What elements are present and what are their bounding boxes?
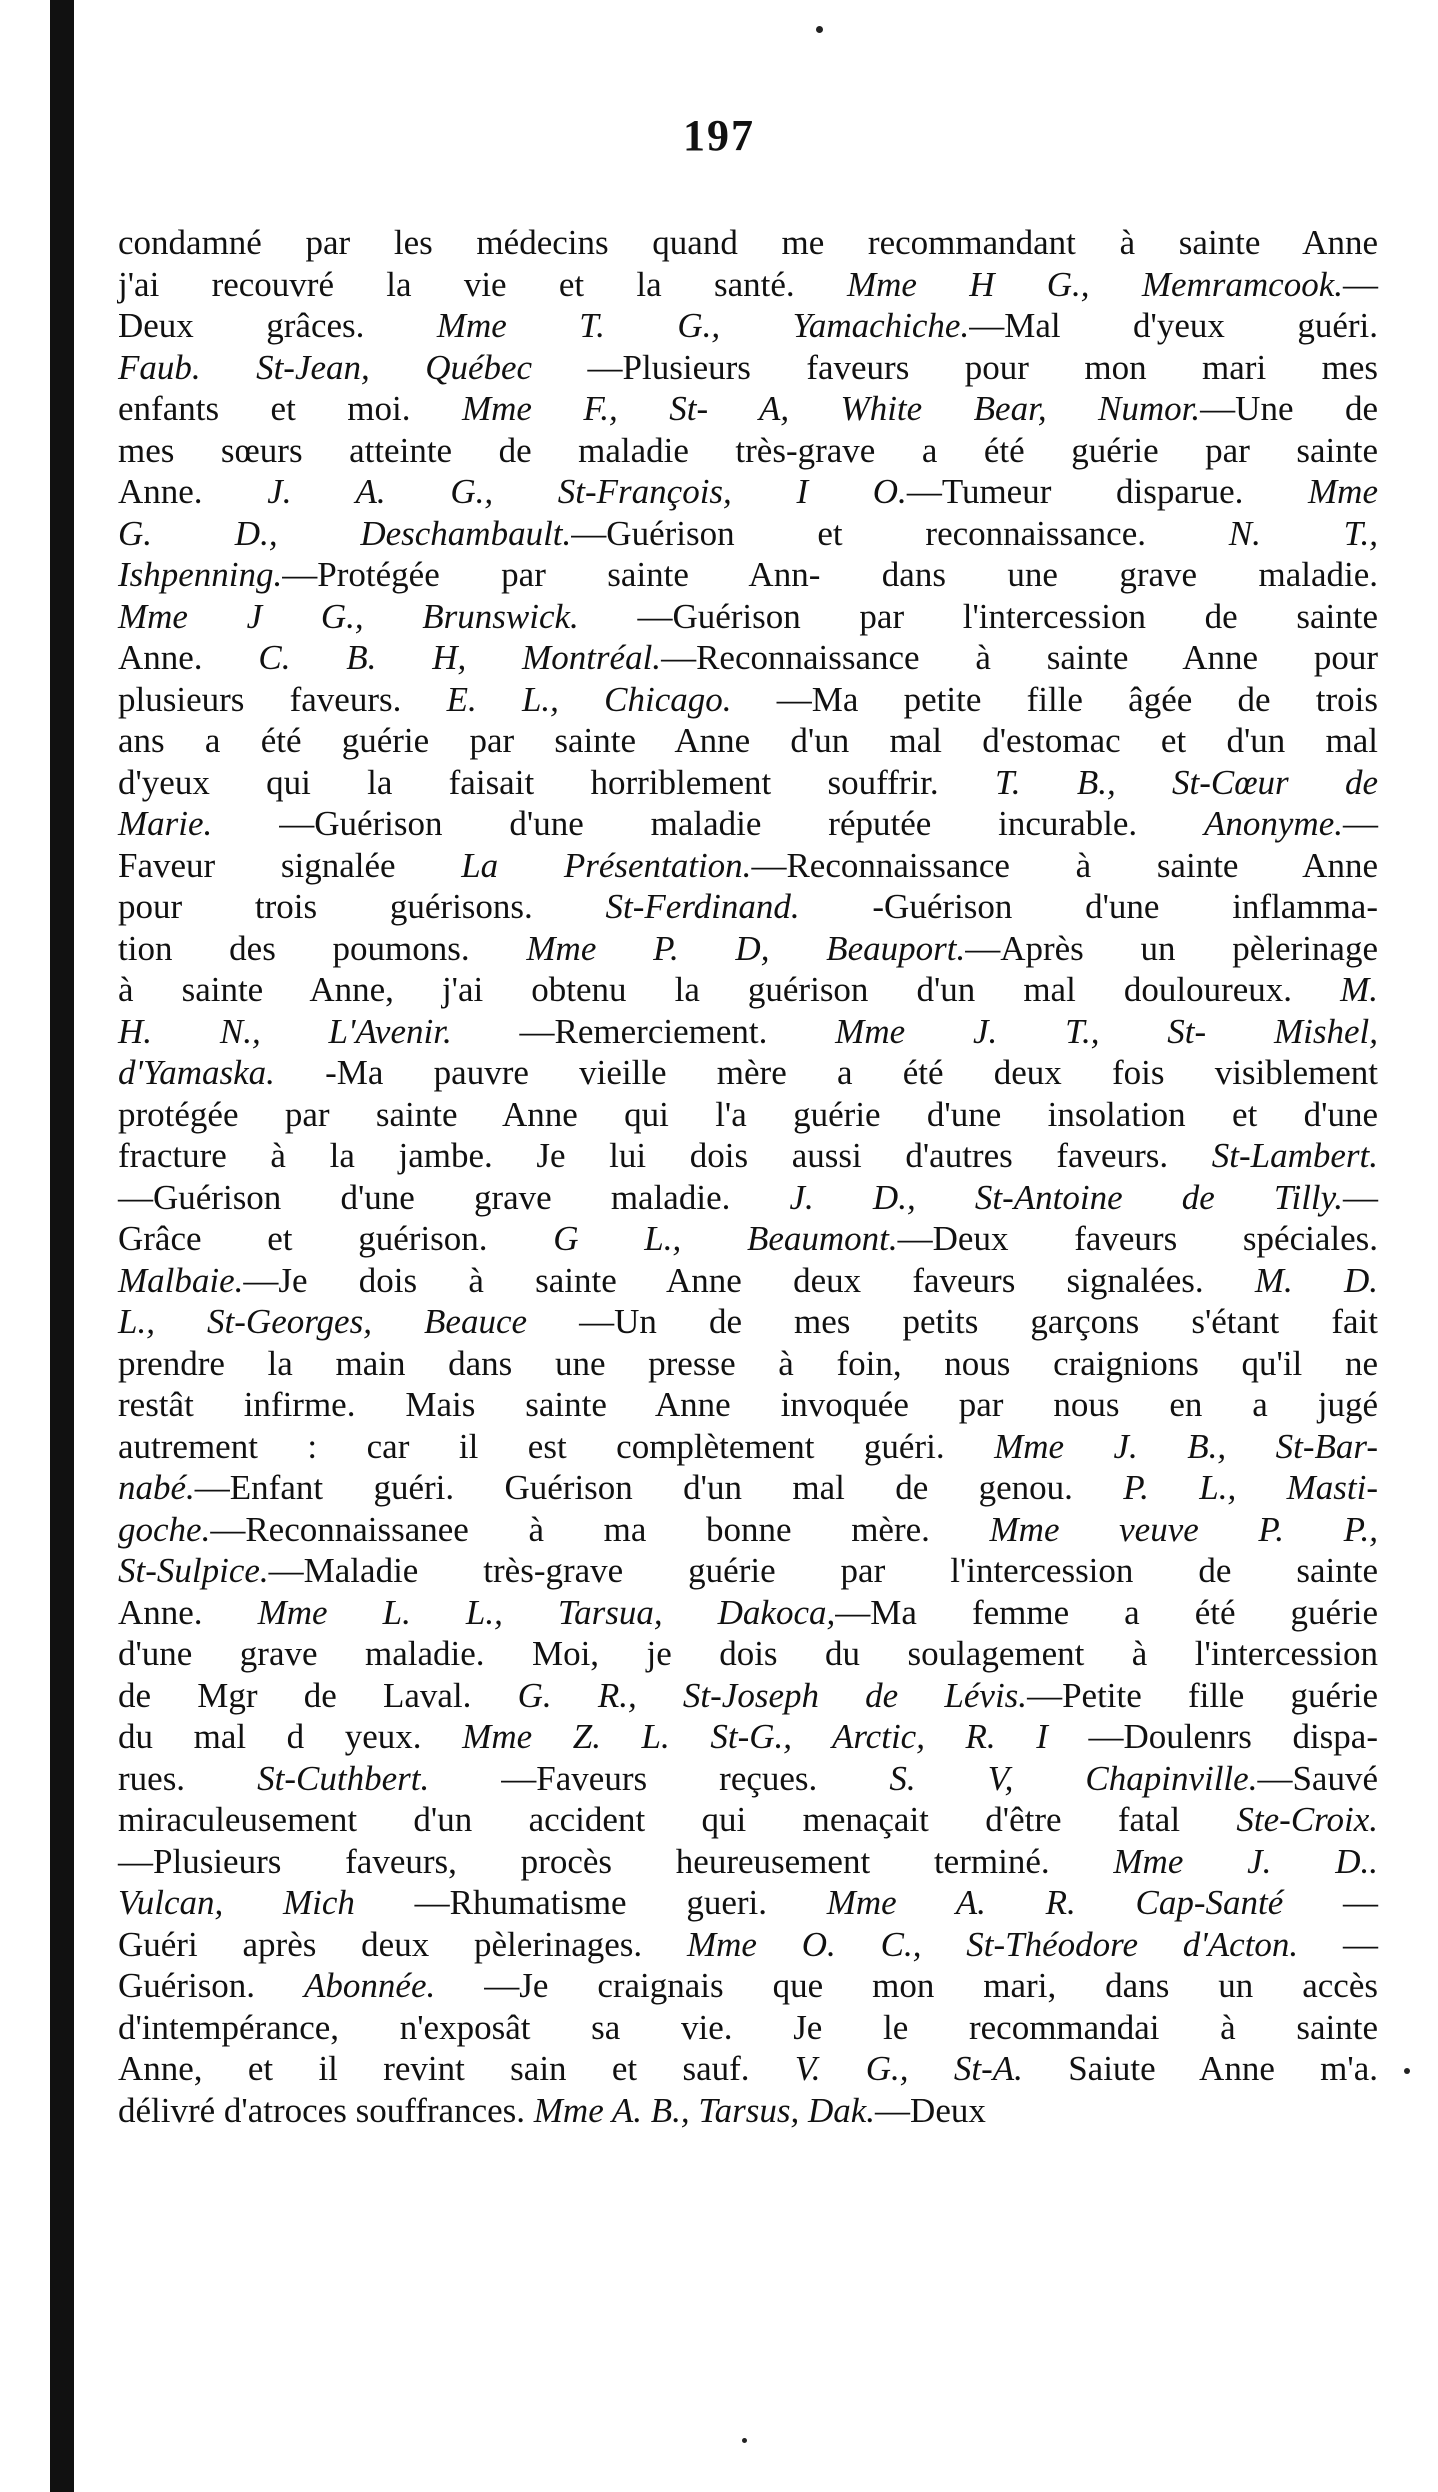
italic-name-segment: Ste-Croix. <box>1236 1800 1378 1839</box>
italic-name-segment: nabé. <box>118 1468 195 1507</box>
text-line <box>118 596 1378 638</box>
italic-name-segment: L., St-Georges, Beauce <box>118 1302 528 1341</box>
text-line <box>118 1260 1378 1302</box>
text-segment: d'yeux qui la faisait horriblement souffrir. <box>118 762 995 802</box>
text-line <box>118 1965 1378 2007</box>
text-line <box>118 1550 1378 1592</box>
text-segment: —Tumeur disparue. <box>906 472 1309 511</box>
text-line <box>118 1135 1378 1177</box>
italic-name-segment: M. D. <box>1254 1260 1378 1300</box>
text-segment: —Guérison par l'intercession de sainte <box>578 596 1378 636</box>
text-line <box>118 1052 1378 1094</box>
text-segment: — <box>1343 264 1379 304</box>
text-segment: — <box>1298 1924 1379 1964</box>
italic-name-segment: d'Yamaska. <box>118 1053 275 1092</box>
text-segment: Anne. <box>118 472 268 511</box>
text-segment: — <box>1283 1883 1378 1922</box>
text-line <box>118 1509 1378 1551</box>
text-segment: Grâce et guérison. <box>118 1219 554 1258</box>
text-line <box>118 471 1378 513</box>
text-line <box>118 845 1378 887</box>
text-segment: -Guérison d'une inflamma- <box>799 887 1378 926</box>
text-segment: —Après un pèlerinage <box>965 928 1378 968</box>
text-segment: de Mgr de Laval. <box>118 1675 518 1715</box>
text-segment: —Plusieurs faveurs pour mon mari mes <box>532 347 1378 387</box>
italic-name-segment: St-Ferdinand. <box>605 887 800 926</box>
italic-name-segment: Mme A. R. Cap-Santé <box>826 1883 1284 1922</box>
text-segment: —Deux faveurs spéciales. <box>897 1219 1379 1258</box>
text-segment: —Rhumatisme gueri. <box>354 1883 827 1922</box>
italic-name-segment: J. A. G., St-François, I O. <box>267 472 907 511</box>
text-segment: Anne, et il revint sain et sauf. <box>118 2049 795 2088</box>
text-line <box>118 803 1378 845</box>
text-segment: —Protégée par sainte Ann- dans une grave maladie. <box>282 555 1378 594</box>
text-segment: — <box>1343 804 1378 843</box>
page-binding-edge <box>50 0 74 2492</box>
ink-speck <box>816 26 823 33</box>
text-line <box>118 1799 1378 1841</box>
text-line <box>118 886 1378 928</box>
text-line <box>118 1633 1378 1675</box>
text-segment: miraculeusement d'un accident qui menaçait d'être fatal <box>118 1800 1237 1839</box>
text-segment: —Faveurs reçues. <box>429 1758 890 1798</box>
italic-name-segment: G. D., Deschambault. <box>118 513 572 553</box>
text-line <box>118 305 1378 347</box>
text-segment: —Je dois à sainte Anne deux faveurs signalées. <box>243 1260 1255 1300</box>
text-segment: restât infirme. Mais sainte Anne invoquée par nous en a jugé <box>118 1385 1378 1424</box>
text-segment: —Mal d'yeux guéri. <box>969 306 1378 345</box>
text-line <box>118 264 1378 306</box>
text-line <box>118 222 1378 264</box>
text-line <box>118 2007 1378 2049</box>
ink-speck <box>742 2438 747 2443</box>
text-segment: délivré d'atroces souffrances. <box>118 2090 534 2130</box>
text-segment: —Reconnaissance à sainte Anne pour <box>661 638 1379 677</box>
italic-name-segment: G L., Beaumont. <box>553 1219 898 1258</box>
text-segment: rues. <box>118 1758 258 1798</box>
text-segment: Guéri après deux pèlerinages. <box>118 1924 687 1964</box>
text-line <box>118 1592 1378 1634</box>
text-segment: Deux grâces. <box>118 306 437 345</box>
italic-name-segment: J. D., St-Antoine de Tilly. <box>789 1177 1343 1217</box>
italic-name-segment: Ishpenning. <box>118 555 283 594</box>
text-segment: du mal d yeux. <box>118 1717 463 1756</box>
italic-name-segment: St-Cuthbert. <box>257 1758 430 1798</box>
text-segment: protégée par sainte Anne qui l'a guérie d'une insolation et d'une <box>118 1094 1378 1134</box>
text-line <box>118 1675 1378 1717</box>
italic-name-segment: C. B. H, Montréal. <box>258 638 662 677</box>
text-segment: —Petite fille guérie <box>1027 1675 1378 1715</box>
text-segment: —Je craignais que mon mari, dans un accès <box>435 1966 1379 2005</box>
text-segment: —Ma petite fille âgée de trois <box>731 679 1378 719</box>
italic-name-segment: Mme H G., Memramcook. <box>846 264 1344 304</box>
italic-name-segment: Mme F., St- A, White Bear, Numor. <box>461 389 1201 428</box>
text-segment: enfants et moi. <box>118 389 462 428</box>
text-line <box>118 388 1378 430</box>
italic-name-segment: Mme Z. L. St-G., Arctic, R. I <box>462 1717 1048 1756</box>
text-segment: plusieurs faveurs. <box>118 679 447 719</box>
italic-name-segment: V. G., St-A. <box>794 2049 1023 2088</box>
italic-name-segment: St-Sulpice. <box>118 1551 269 1590</box>
text-segment: j'ai recouvré la vie et la santé. <box>118 264 847 304</box>
italic-name-segment: Mme J G., Brunswick. <box>118 596 579 636</box>
text-segment: Anne. <box>118 1592 258 1632</box>
text-line <box>118 1177 1378 1219</box>
text-line <box>118 554 1378 596</box>
text-line <box>118 1011 1378 1053</box>
text-line <box>118 969 1378 1011</box>
text-line <box>118 1716 1378 1758</box>
italic-name-segment: Mme J. B., St-Bar- <box>994 1426 1378 1466</box>
text-line <box>118 2048 1378 2090</box>
text-segment: ans a été guérie par sainte Anne d'un mal d'estomac et d'un mal <box>118 721 1378 760</box>
italic-name-segment: P. L., Masti- <box>1123 1468 1378 1507</box>
text-segment: —Reconnaissanee à ma bonne mère. <box>210 1509 990 1549</box>
text-segment: condamné par les médecins quand me recommandant à sainte Anne <box>118 223 1378 262</box>
ink-speck <box>1404 2068 1410 2074</box>
italic-name-segment: Mme L. L., Tarsua, Dakoca, <box>257 1592 836 1632</box>
italic-name-segment: Mme P. D, Beauport. <box>526 928 966 968</box>
text-segment: —Maladie très-grave guérie par l'intercession de sainte <box>268 1551 1378 1590</box>
text-line <box>118 679 1378 721</box>
text-segment: fracture à la jambe. Je lui dois aussi d'autres faveurs. <box>118 1136 1212 1175</box>
text-segment: — <box>1343 1177 1378 1217</box>
italic-name-segment: Mme veuve P. P., <box>989 1509 1379 1549</box>
text-line <box>118 720 1378 762</box>
italic-name-segment: Mme A. B., Tarsus, Dak. <box>533 2090 876 2130</box>
text-segment: Faveur signalée <box>118 845 462 885</box>
text-line <box>118 1301 1378 1343</box>
text-segment: —Doulenrs dispa- <box>1047 1717 1378 1756</box>
text-line <box>118 1094 1378 1136</box>
text-segment: —Reconnaissance à sainte Anne <box>751 845 1378 885</box>
text-line <box>118 1467 1378 1509</box>
text-line <box>118 1924 1378 1966</box>
text-line <box>118 1841 1378 1883</box>
italic-name-segment: Mme J. D.. <box>1113 1841 1378 1881</box>
italic-name-segment: Mme J. T., St- Mishel, <box>835 1011 1378 1051</box>
text-segment: —Remerciement. <box>451 1011 836 1051</box>
text-line <box>118 513 1378 555</box>
body-text <box>118 222 1378 2131</box>
text-line <box>118 347 1378 389</box>
text-line <box>118 637 1378 679</box>
italic-name-segment: St-Lambert. <box>1211 1136 1378 1175</box>
text-segment: mes sœurs atteinte de maladie très-grave a été guérie par sainte <box>118 430 1378 470</box>
text-segment: —Guérison d'une maladie réputée incurable. <box>212 804 1205 843</box>
italic-name-segment: goche. <box>118 1509 211 1549</box>
text-segment: —Deux <box>875 2090 986 2130</box>
italic-name-segment: Faub. St-Jean, Québec <box>118 347 533 387</box>
text-segment: —Une de <box>1200 389 1378 428</box>
italic-name-segment: T. B., St-Cœur de <box>994 762 1378 802</box>
text-segment: —Ma femme a été guérie <box>835 1592 1379 1632</box>
italic-name-segment: Vulcan, Mich <box>118 1883 355 1922</box>
text-segment: à sainte Anne, j'ai obtenu la guérison d'un mal douloureux. <box>118 970 1341 1009</box>
text-segment: d'intempérance, n'exposât sa vie. Je le recommandai à sainte <box>118 2007 1378 2047</box>
text-line <box>118 1758 1378 1800</box>
text-line <box>118 1218 1378 1260</box>
italic-name-segment: N. T., <box>1228 513 1378 553</box>
text-segment: Saiute Anne m'a. <box>1022 2049 1379 2088</box>
text-line <box>118 928 1378 970</box>
italic-name-segment: H. N., L'Avenir. <box>118 1011 452 1051</box>
italic-name-segment: Marie. <box>118 804 213 843</box>
page-number: 197 <box>683 111 755 160</box>
text-segment: Guérison. <box>118 1966 305 2005</box>
text-segment: —Plusieurs faveurs, procès heureusement terminé. <box>118 1841 1114 1881</box>
italic-name-segment: G. R., St-Joseph de Lévis. <box>517 1675 1028 1715</box>
text-segment: —Un de mes petits garçons s'étant fait <box>527 1302 1378 1341</box>
italic-name-segment: Abonnée. <box>304 1966 436 2005</box>
text-segment: prendre la main dans une presse à foin, nous craignions qu'il ne <box>118 1343 1378 1383</box>
text-segment: —Sauvé <box>1257 1758 1378 1798</box>
italic-name-segment: S. V, Chapinville. <box>889 1758 1258 1798</box>
text-segment: tion des poumons. <box>118 928 527 968</box>
text-line <box>118 1384 1378 1426</box>
italic-name-segment: Anonyme. <box>1204 804 1343 843</box>
text-line <box>118 1343 1378 1385</box>
italic-name-segment: Mme O. C., St-Théodore d'Acton. <box>686 1924 1299 1964</box>
italic-name-segment: La Présentation. <box>461 845 752 885</box>
italic-name-segment: E. L., Chicago. <box>446 679 732 719</box>
text-line <box>118 1882 1378 1924</box>
text-segment: -Ma pauvre vieille mère a été deux fois visiblement <box>274 1053 1378 1092</box>
italic-name-segment: Mme <box>1308 472 1378 511</box>
italic-name-segment: M. <box>1340 970 1378 1009</box>
text-segment: d'une grave maladie. Moi, je dois du soulagement à l'intercession <box>118 1634 1378 1673</box>
text-segment: —Guérison et reconnaissance. <box>571 513 1229 553</box>
text-line <box>118 762 1378 804</box>
text-segment: —Enfant guéri. Guérison d'un mal de genou. <box>194 1468 1124 1507</box>
italic-name-segment: Malbaie. <box>118 1260 244 1300</box>
text-line <box>118 1426 1378 1468</box>
text-line <box>118 430 1378 472</box>
text-segment: —Guérison d'une grave maladie. <box>118 1177 790 1217</box>
text-segment: autrement : car il est complètement guéri. <box>118 1426 995 1466</box>
italic-name-segment: Mme T. G., Yamachiche. <box>436 306 970 345</box>
text-segment: pour trois guérisons. <box>118 887 606 926</box>
text-line <box>118 2090 1378 2132</box>
text-segment: Anne. <box>118 638 259 677</box>
